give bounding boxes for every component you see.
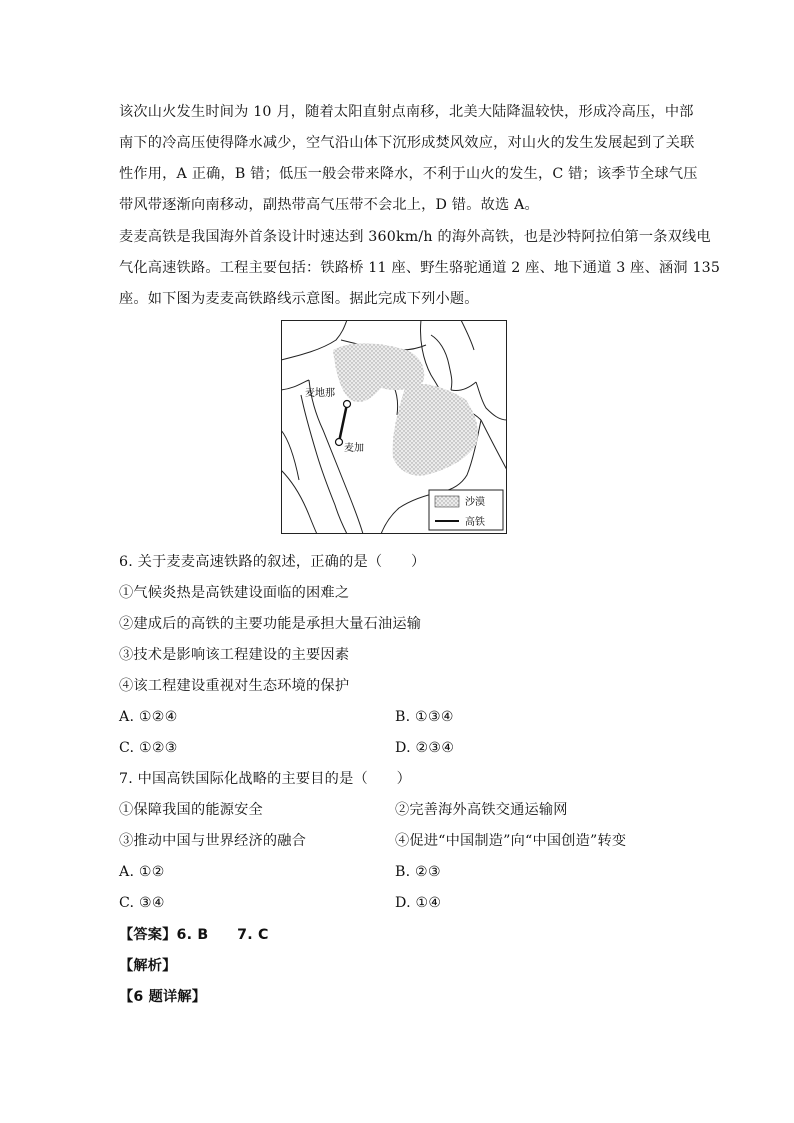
question-stem: 7. 中国高铁国际化战略的主要目的是（ ）: [119, 771, 412, 787]
option-b: B. ①③④: [395, 709, 454, 725]
legend-desert-swatch: [435, 496, 459, 507]
statement-item: ①保障我国的能源安全: [119, 802, 263, 818]
text-line: 性作用，A 正确，B 错；低压一般会带来降水，不利于山火的发生，C 错；该季节全球气压: [119, 166, 698, 182]
mecca-marker: [336, 439, 343, 446]
medina-marker: [344, 401, 351, 408]
text-line: 带风带逐渐向南移动，副热带高气压带不会北上，D 错。故选 A。: [119, 197, 539, 213]
answer-line: 【答案】6. B 7. C: [119, 927, 269, 943]
statement-item: ②建成后的高铁的主要功能是承担大量石油运输: [119, 616, 422, 632]
option-d: D. ①④: [395, 895, 442, 911]
option-b: B. ②③: [395, 864, 441, 880]
statement-item: ③推动中国与世界经济的融合: [119, 833, 307, 849]
statement-item: ④促进“中国制造”向“中国创造”转变: [395, 833, 627, 849]
map-legend: [429, 490, 503, 530]
statement-item: ④该工程建设重视对生态环境的保护: [119, 678, 350, 694]
statement-item: ③技术是影响该工程建设的主要因素: [119, 647, 350, 663]
text-line: 座。如下图为麦麦高铁路线示意图。据此完成下列小题。: [119, 291, 479, 307]
text-line: 气化高速铁路。工程主要包括：铁路桥 11 座、野生骆驼通道 2 座、地下通道 3 座、涵洞 135: [119, 260, 721, 276]
text-line: 南下的冷高压使得降水减少，空气沿山体下沉形成焚风效应，对山火的发生发展起到了关联: [119, 135, 695, 151]
detail-heading: 【6 题详解】: [119, 989, 207, 1005]
text-line: 麦麦高铁是我国海外首条设计时速达到 360km/h 的海外高铁，也是沙特阿拉伯第一条双线电: [119, 229, 711, 245]
option-d: D. ②③④: [395, 740, 455, 756]
option-c: C. ③④: [119, 895, 165, 911]
option-a: A. ①②: [119, 864, 165, 880]
legend-rail-label: 高铁: [465, 517, 485, 528]
statement-item: ①气候炎热是高铁建设面临的困难之: [119, 585, 350, 601]
option-a: A. ①②④: [119, 709, 178, 725]
map-svg: [281, 320, 507, 534]
city-label-medina: 麦地那: [305, 388, 335, 399]
text-line: 该次山火发生时间为 10 月，随着太阳直射点南移，北美大陆降温较快，形成冷高压，中部: [119, 104, 694, 120]
statement-item: ②完善海外高铁交通运输网: [395, 802, 568, 818]
city-label-mecca: 麦加: [344, 443, 364, 454]
railway-route-map: [281, 320, 507, 534]
question-stem: 6. 关于麦麦高速铁路的叙述，正确的是（ ）: [119, 554, 426, 570]
legend-desert-label: 沙漠: [465, 497, 485, 508]
option-c: C. ①②③: [119, 740, 178, 756]
analysis-heading: 【解析】: [119, 958, 177, 974]
